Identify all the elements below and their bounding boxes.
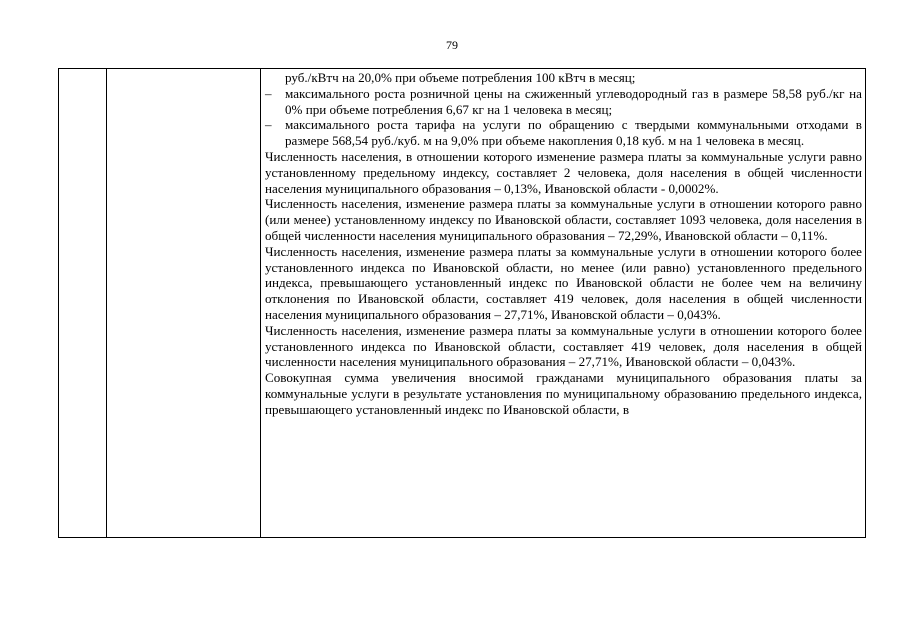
page-number: 79 — [446, 38, 458, 52]
list-marker: – — [265, 85, 272, 101]
list-item — [265, 70, 862, 86]
list-item-text: максимального роста тарифа на услуги по обращению с твердыми коммунальными отходами в размере 568,54 руб./куб. м на 9,0% при объеме накопления 0,18 куб. м на 1 человека в месяц. — [285, 117, 862, 149]
list-item-text: руб./кВтч на 20,0% при объеме потребления 100 кВтч в месяц; — [285, 70, 636, 85]
paragraph: Численность населения, изменение размера платы за коммунальные услуги в отношении которого более установленного индекса по Ивановской области, но менее (или равно) установленного предельного индекса, превышающего установленный индекс по Ивановской области не более чем на величину отклонения по Ивановской области, составляет 419 человек, доля населения в общей численности населения муниципального образования – 27,71%, Ивановской области – 0,043%. — [265, 243, 862, 322]
list-marker: – — [265, 117, 272, 133]
list-item — [265, 117, 862, 149]
document-table — [58, 68, 866, 538]
table-cell-content — [261, 69, 866, 538]
paragraph: Численность населения, изменение размера платы за коммунальные услуги в отношении которого более установленного индекса по Ивановской области, составляет 419 человек, доля населения в общей численности населения муниципального образования – 27,71%, Ивановской области – 0,043%. — [265, 322, 862, 370]
table-cell-empty-2 — [107, 69, 261, 538]
paragraph: Численность населения, в отношении которого изменение размера платы за коммунальные услуги равно установленному предельному индексу, составляет 2 человека, доля населения в общей численности населения муниципального образования – 0,13%, Ивановской области - 0,0002%. — [265, 148, 862, 196]
list-item-text: максимального роста розничной цены на сжиженный углеводородный газ в размере 58,58 руб./кг на 0% при объеме потребления 6,67 кг на 1 человека в месяц; — [285, 85, 862, 117]
table-row — [59, 69, 866, 538]
table-cell-empty-1 — [59, 69, 107, 538]
paragraph: Совокупная сумма увеличения вносимой гражданами муниципального образования платы за коммунальные услуги в результате установления по муниципальному образованию предельного индекса, превышающего установленный индекс по Ивановской области, в — [265, 370, 862, 417]
list-item — [265, 86, 862, 118]
paragraph: Численность населения, изменение размера платы за коммунальные услуги в отношении которого равно (или менее) установленному индексу по Ивановской области, составляет 1093 человека, доля населения в общей численности населения муниципального образования – 72,29%, Ивановской области – 0,11%. — [265, 196, 862, 243]
